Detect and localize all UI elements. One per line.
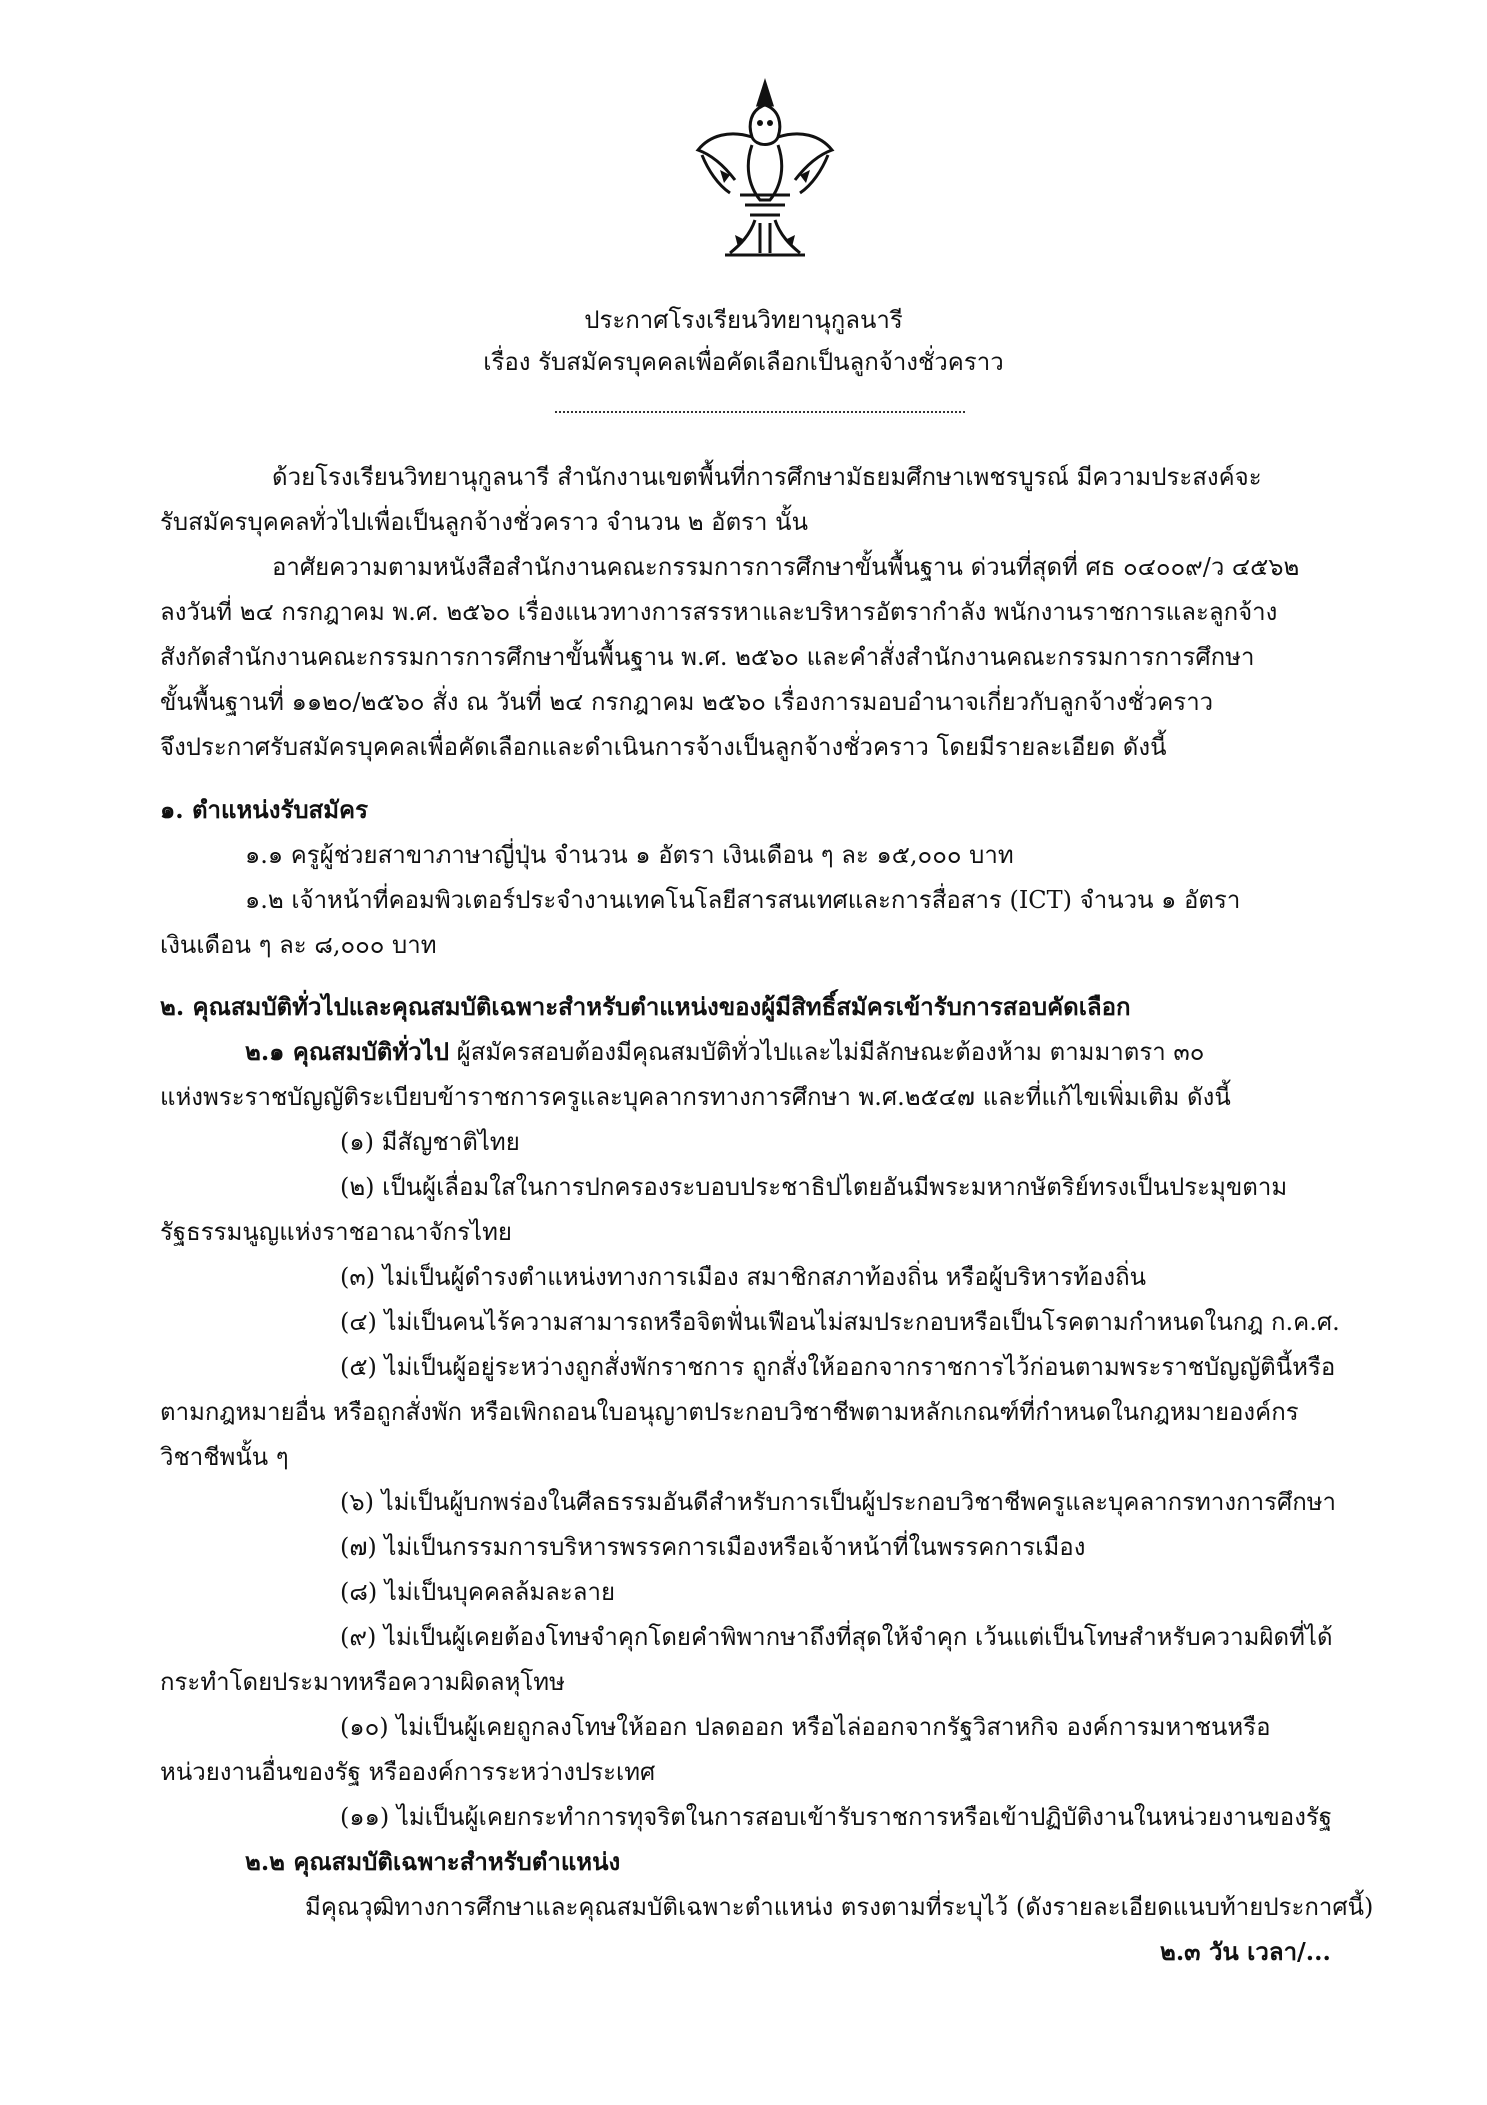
list-item: (๗) ไม่เป็นกรรมการบริหารพรรคการเมืองหรือเจ้าหน้าที่ในพรรคการเมือง (340, 1533, 1086, 1561)
list-item: เงินเดือน ๆ ละ ๘,๐๐๐ บาท (160, 931, 437, 959)
list-item: (๑) มีสัญชาติไทย (340, 1128, 520, 1156)
intro-line: อาศัยความตามหนังสือสำนักงานคณะกรรมการการศึกษาขั้นพื้นฐาน ด่วนที่สุดที่ ศธ ๐๔๐๐๙/ว ๔๕๖๒ (272, 553, 1300, 581)
section-heading: ๑. ตำแหน่งรับสมัคร (160, 795, 368, 824)
list-item: (๑๑) ไม่เป็นผู้เคยกระทำการทุจริตในการสอบเข้ารับราชการหรือเข้าปฏิบัติงานในหน่วยงานของรัฐ (340, 1803, 1333, 1831)
intro-line: ลงวันที่ ๒๔ กรกฎาคม พ.ศ. ๒๕๖๐ เรื่องแนวทางการสรรหาและบริหารอัตรากำลัง พนักงานราชการและลูกจ้าง (160, 598, 1278, 626)
list-item: หน่วยงานอื่นของรัฐ หรือองค์การระหว่างประเทศ (160, 1758, 656, 1786)
intro-line: ด้วยโรงเรียนวิทยานุกูลนารี สำนักงานเขตพื้นที่การศึกษามัธยมศึกษาเพชรบูรณ์ มีความประสงค์จะ (272, 463, 1262, 491)
list-item: รัฐธรรมนูญแห่งราชอาณาจักรไทย (160, 1218, 512, 1246)
intro-line: สังกัดสำนักงานคณะกรรมการการศึกษาขั้นพื้นฐาน พ.ศ. ๒๕๖๐ และคำสั่งสำนักงานคณะกรรมการการศึกษา (160, 643, 1255, 671)
list-item: (๙) ไม่เป็นผู้เคยต้องโทษจำคุกโดยคำพิพากษาถึงที่สุดให้จำคุก เว้นแต่เป็นโทษสำหรับความผิดที่ได้ (340, 1623, 1333, 1651)
list-item: (๖) ไม่เป็นผู้บกพร่องในศีลธรรมอันดีสำหรับการเป็นผู้ประกอบวิชาชีพครูและบุคลากรทางการศึกษา (340, 1488, 1337, 1516)
page-continuation: ๒.๓ วัน เวลา/... (1160, 1937, 1331, 1966)
list-item: (๓) ไม่เป็นผู้ดำรงตำแหน่งทางการเมือง สมาชิกสภาท้องถิ่น หรือผู้บริหารท้องถิ่น (340, 1263, 1147, 1291)
document-subject: เรื่อง รับสมัครบุคคลเพื่อคัดเลือกเป็นลูกจ้างชั่วคราว (483, 348, 1004, 376)
subsection-line: แห่งพระราชบัญญัติระเบียบข้าราชการครูและบุคลากรทางการศึกษา พ.ศ.๒๕๔๗ และที่แก้ไขเพิ่มเติม ดังนี้ (160, 1083, 1231, 1111)
list-item: ตามกฎหมายอื่น หรือถูกสั่งพัก หรือเพิกถอนใบอนุญาตประกอบวิชาชีพตามหลักเกณฑ์ที่กำหนดในกฎหมายองค์กร (160, 1398, 1299, 1426)
list-item: (๕) ไม่เป็นผู้อยู่ระหว่างถูกสั่งพักราชการ ถูกสั่งให้ออกจากราชการไว้ก่อนตามพระราชบัญญัตินี้หรือ (340, 1353, 1336, 1381)
subsection-text: มีคุณวุฒิทางการศึกษาและคุณสมบัติเฉพาะตำแหน่ง ตรงตามที่ระบุไว้ (ดังรายละเอียดแนบท้ายประกาศนี้) (305, 1893, 1374, 1921)
title-separator (555, 411, 965, 413)
subsection-heading: ๒.๒ คุณสมบัติเฉพาะสำหรับตำแหน่ง (245, 1847, 621, 1876)
intro-line: รับสมัครบุคคลทั่วไปเพื่อเป็นลูกจ้างชั่วคราว จำนวน ๒ อัตรา นั้น (160, 508, 808, 536)
section-heading: ๒. คุณสมบัติทั่วไปและคุณสมบัติเฉพาะสำหรับตำแหน่งของผู้มีสิทธิ์สมัครเข้ารับการสอบคัดเลือก (160, 992, 1131, 1021)
subsection-heading: ๒.๑ คุณสมบัติทั่วไป (245, 1037, 449, 1066)
list-item: กระทำโดยประมาทหรือความผิดลหุโทษ (160, 1668, 565, 1696)
subsection-text: ผู้สมัครสอบต้องมีคุณสมบัติทั่วไปและไม่มีลักษณะต้องห้าม ตามมาตรา ๓๐ (456, 1038, 1205, 1066)
list-item: (๘) ไม่เป็นบุคคลล้มละลาย (340, 1578, 616, 1606)
list-item: (๑๐) ไม่เป็นผู้เคยถูกลงโทษให้ออก ปลดออก หรือไล่ออกจากรัฐวิสาหกิจ องค์การมหาชนหรือ (340, 1713, 1271, 1741)
garuda-emblem-icon (690, 75, 840, 265)
intro-line: จึงประกาศรับสมัครบุคคลเพื่อคัดเลือกและดำเนินการจ้างเป็นลูกจ้างชั่วคราว โดยมีรายละเอียด ดังนี้ (160, 733, 1167, 761)
intro-line: ขั้นพื้นฐานที่ ๑๑๒๐/๒๕๖๐ สั่ง ณ วันที่ ๒๔ กรกฎาคม ๒๕๖๐ เรื่องการมอบอำนาจเกี่ยวกับลูกจ้างชั่วคราว (160, 688, 1214, 716)
list-item: ๑.๒ เจ้าหน้าที่คอมพิวเตอร์ประจำงานเทคโนโลยีสารสนเทศและการสื่อสาร (ICT) จำนวน ๑ อัตรา (245, 886, 1241, 914)
document-title: ประกาศโรงเรียนวิทยานุกูลนารี (584, 306, 903, 334)
subsection-line (245, 1035, 1204, 1069)
list-item: ๑.๑ ครูผู้ช่วยสาขาภาษาญี่ปุ่น จำนวน ๑ อัตรา เงินเดือน ๆ ละ ๑๕,๐๐๐ บาท (245, 841, 1014, 869)
list-item: (๒) เป็นผู้เลื่อมใสในการปกครองระบอบประชาธิปไตยอันมีพระมหากษัตริย์ทรงเป็นประมุขตาม (340, 1173, 1288, 1201)
list-item: (๔) ไม่เป็นคนไร้ความสามารถหรือจิตฟั่นเฟือนไม่สมประกอบหรือเป็นโรคตามกำหนดในกฎ ก.ค.ศ. (340, 1308, 1340, 1336)
list-item: วิชาชีพนั้น ๆ (160, 1443, 289, 1471)
